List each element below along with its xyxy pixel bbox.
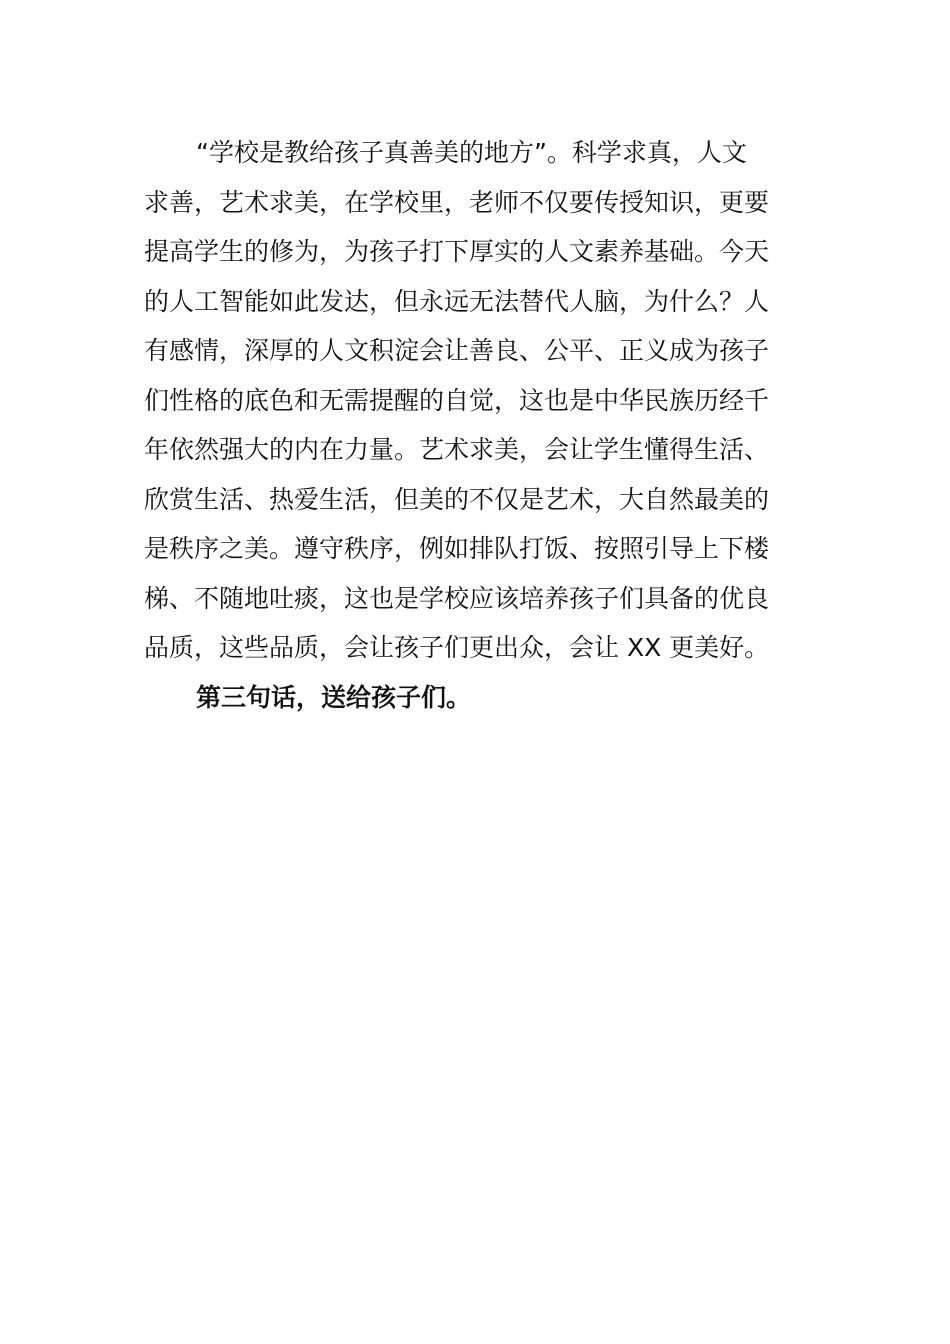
paragraph-line: 是秩序之美。遵守秩序，例如排队打饭、按照引导上下楼 xyxy=(144,534,770,563)
paragraph-line: 年依然强大的内在力量。艺术求美，会让学生懂得生活、 xyxy=(144,435,770,464)
paragraph-line: 品质，这些品质，会让孩子们更出众，会让 XX 更美好。 xyxy=(144,633,770,662)
paragraph-line: 们性格的底色和无需提醒的自觉，这也是中华民族历经千 xyxy=(144,385,770,415)
paragraph-line: 梯、不随地吐痰，这也是学校应该培养孩子们具备的优良 xyxy=(144,583,770,613)
document-body xyxy=(144,128,808,722)
paragraph-line: 的人工智能如此发达，但永远无法替代人脑，为什么？人 xyxy=(144,286,770,316)
paragraph-line: 求善，艺术求美，在学校里，老师不仅要传授知识，更要 xyxy=(144,187,770,217)
section-heading: 第三句话，送给孩子们。 xyxy=(196,682,472,712)
paragraph-line: 欣赏生活、热爱生活，但美的不仅是艺术，大自然最美的 xyxy=(144,484,770,514)
paragraph-line: “学校是教给孩子真善美的地方”。科学求真，人文 xyxy=(196,138,747,167)
paragraph-line: 有感情，深厚的人文积淀会让善良、公平、正义成为孩子 xyxy=(144,336,770,365)
paragraph-line: 提高学生的修为，为孩子打下厚实的人文素养基础。今天 xyxy=(144,237,770,266)
